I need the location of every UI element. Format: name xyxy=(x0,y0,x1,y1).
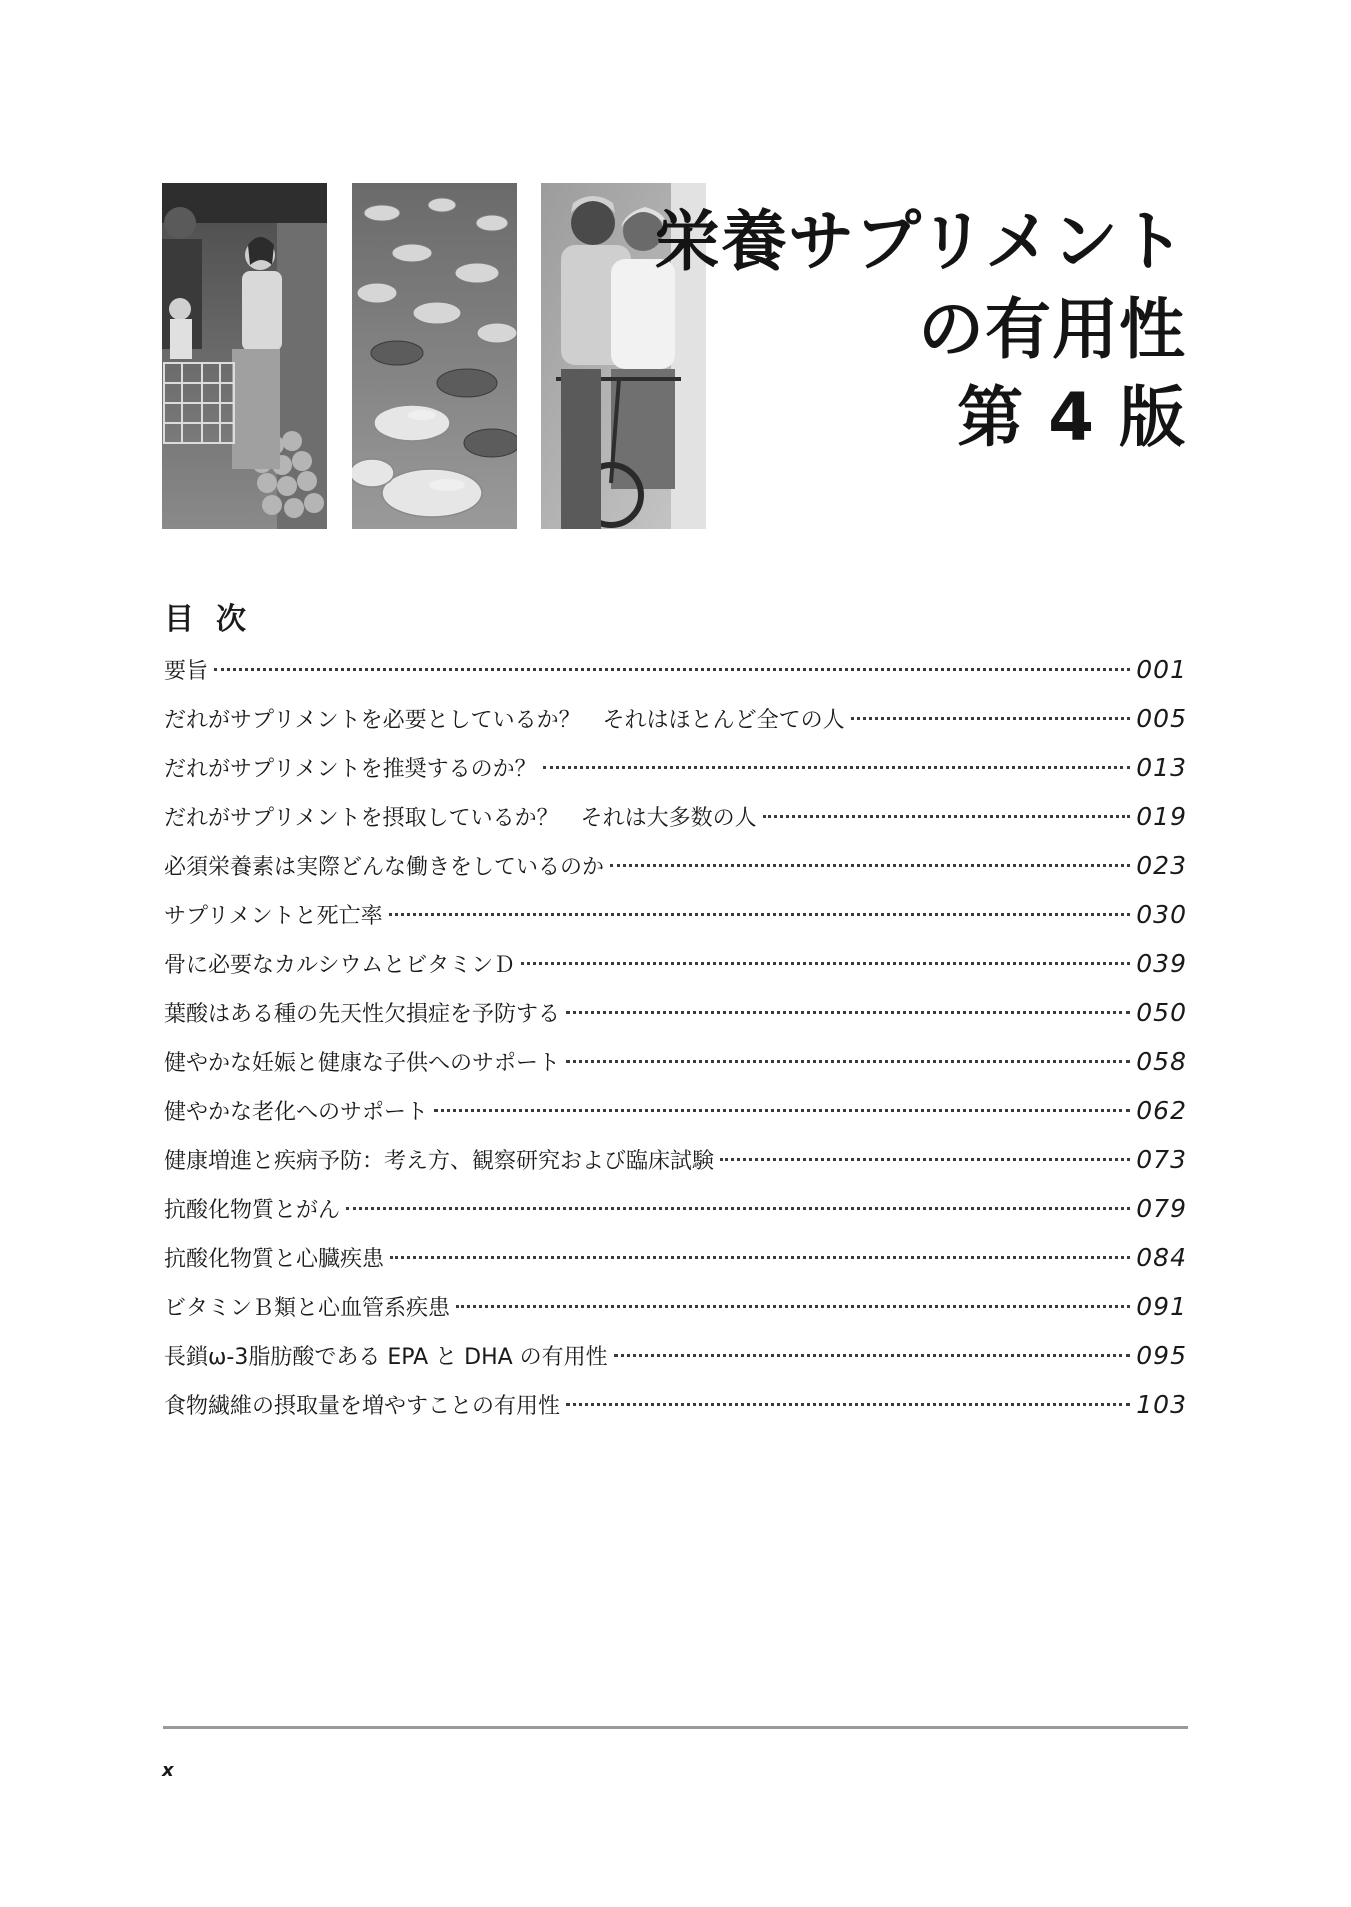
toc-dot-leader xyxy=(614,1354,1131,1357)
toc-entry-page: 050 xyxy=(1136,998,1187,1027)
toc-entry-page: 001 xyxy=(1136,655,1187,684)
toc-entry-title: 要旨 xyxy=(164,659,209,684)
toc-entry[interactable] xyxy=(164,654,1187,703)
toc-entry-title: だれがサプリメントを必要としているか？ それはほとんど全ての人 xyxy=(164,708,845,733)
toc-entry[interactable] xyxy=(164,1193,1187,1242)
supplement-pills-photo xyxy=(352,183,517,529)
toc-dot-leader xyxy=(389,913,1131,916)
toc-entry-page: 030 xyxy=(1136,900,1187,929)
toc-entry-page: 023 xyxy=(1136,851,1187,880)
toc-dot-leader xyxy=(851,717,1131,720)
toc-entry-title: 葉酸はある種の先天性欠損症を予防する xyxy=(164,1002,561,1027)
toc-entry-title: 抗酸化物質と心臓疾患 xyxy=(164,1247,385,1272)
toc-dot-leader xyxy=(566,1403,1130,1406)
toc-entry-title: 健やかな妊娠と健康な子供へのサポート xyxy=(164,1051,561,1076)
toc-entry[interactable] xyxy=(164,1389,1187,1438)
toc-dot-leader xyxy=(763,815,1131,818)
toc-entry[interactable] xyxy=(164,899,1187,948)
toc-entry[interactable] xyxy=(164,1291,1187,1340)
toc-entry-title: 長鎖ω-3脂肪酸である EPA と DHA の有用性 xyxy=(164,1345,608,1370)
toc-entry-title: 食物繊維の摂取量を増やすことの有用性 xyxy=(164,1394,561,1419)
toc-entry[interactable] xyxy=(164,752,1187,801)
toc-entry-page: 091 xyxy=(1136,1292,1187,1321)
toc-entry-page: 005 xyxy=(1136,704,1187,733)
toc-dot-leader xyxy=(610,864,1130,867)
book-title xyxy=(654,198,1186,462)
toc-entry[interactable] xyxy=(164,1340,1187,1389)
toc-entry-title: だれがサプリメントを摂取しているか？ それは大多数の人 xyxy=(164,806,757,831)
toc-dot-leader xyxy=(434,1109,1130,1112)
toc-entry-title: 抗酸化物質とがん xyxy=(164,1198,341,1223)
book-title-line-3: 第 4 版 xyxy=(957,379,1186,456)
toc-entry-page: 062 xyxy=(1136,1096,1187,1125)
table-of-contents xyxy=(164,654,1187,1438)
toc-entry[interactable] xyxy=(164,997,1187,1046)
toc-entry-page: 084 xyxy=(1136,1243,1187,1272)
toc-entry-title: 骨に必要なカルシウムとビタミンＤ xyxy=(164,953,516,978)
toc-entry[interactable] xyxy=(164,1095,1187,1144)
toc-dot-leader xyxy=(720,1158,1130,1161)
toc-entry-title: サプリメントと死亡率 xyxy=(164,904,383,929)
toc-entry-title: ビタミンＢ類と心血管系疾患 xyxy=(164,1296,451,1321)
toc-dot-leader xyxy=(214,668,1130,671)
toc-entry-page: 073 xyxy=(1136,1145,1187,1174)
toc-entry-page: 013 xyxy=(1136,753,1187,782)
toc-entry[interactable] xyxy=(164,703,1187,752)
page-number: x xyxy=(162,1760,174,1781)
toc-entry-page: 079 xyxy=(1136,1194,1187,1223)
toc-entry-title: 健やかな老化へのサポート xyxy=(164,1100,429,1125)
toc-dot-leader xyxy=(456,1305,1130,1308)
toc-dot-leader xyxy=(521,962,1130,965)
toc-dot-leader xyxy=(543,766,1131,769)
toc-entry-page: 103 xyxy=(1136,1390,1187,1419)
toc-entry[interactable] xyxy=(164,850,1187,899)
toc-entry-title: 健康増進と疾病予防：考え方、観察研究および臨床試験 xyxy=(164,1149,715,1174)
footer-divider xyxy=(163,1726,1188,1729)
toc-entry[interactable] xyxy=(164,948,1187,997)
toc-dot-leader xyxy=(346,1207,1130,1210)
toc-dot-leader xyxy=(566,1011,1130,1014)
toc-entry-title: だれがサプリメントを推奨するのか？ xyxy=(164,757,537,782)
book-title-line-2: の有用性 xyxy=(918,291,1186,368)
toc-entry-page: 095 xyxy=(1136,1341,1187,1370)
toc-entry[interactable] xyxy=(164,1046,1187,1095)
toc-dot-leader xyxy=(566,1060,1130,1063)
toc-entry-page: 039 xyxy=(1136,949,1187,978)
toc-entry[interactable] xyxy=(164,1144,1187,1193)
toc-entry-page: 058 xyxy=(1136,1047,1187,1076)
book-title-line-1: 栄養サプリメント xyxy=(653,203,1186,280)
toc-entry-page: 019 xyxy=(1136,802,1187,831)
toc-entry[interactable] xyxy=(164,1242,1187,1291)
shopping-family-photo xyxy=(162,183,327,529)
toc-heading: 目次 xyxy=(164,602,268,637)
toc-entry[interactable] xyxy=(164,801,1187,850)
toc-entry-title: 必須栄養素は実際どんな働きをしているのか xyxy=(164,855,605,880)
toc-dot-leader xyxy=(390,1256,1130,1259)
